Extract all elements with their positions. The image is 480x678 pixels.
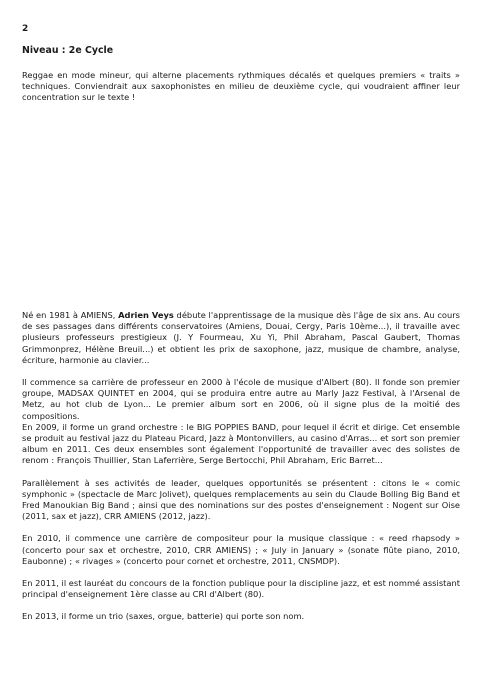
bio-paragraph-6: En 2011, il est lauréat du concours de la fonction publique pour la discipline jazz, et est nommé assistant principal d'enseignement 1ère classe au CRI d'Albert (80). bbox=[22, 578, 460, 600]
bio-paragraph-5: En 2010, il commence une carrière de compositeur pour la musique classique : « reed rhapsody » (concerto pour sax et orchestre, 2010, CRR AMIENS) ; « July in January » (sonate flûte piano, 2010, Eaubonne) ; « rivages » (concerto pour cornet et orchestre, 2011, CNSMDP). bbox=[22, 533, 460, 566]
page-number: 2 bbox=[22, 24, 29, 34]
bio-paragraph-4: Parallèlement à ses activités de leader, quelques opportunités se présentent : citons le « comic symphonic » (spectacle de Marc Jolivet), quelques remplacements au sein du Claude Bolling Big Band et Fred Manoukian Big Band ; ainsi que des nominations sur des postes d'enseignement : Nogent sur Oise (2011, sax et jazz), CRR AMIENS (2012, jazz). bbox=[22, 477, 460, 522]
level-heading: Niveau : 2e Cycle bbox=[22, 45, 114, 56]
composer-name: Adrien Veys bbox=[118, 310, 174, 320]
bio-paragraph-7: En 2013, il forme un trio (saxes, orgue, batterie) qui porte son nom. bbox=[22, 611, 305, 622]
bio-paragraph-3: En 2009, il forme un grand orchestre : le BIG POPPIES BAND, pour lequel il écrit et dirige. Cet ensemble se produit au festival jazz du Plateau Picard, Jazz à Montonvillers, au casino d'Arras... et sort son premier album en 2011. Ces deux ensembles sont également l'opportunité de travailler avec des solistes de renom : François Thuillier, Stan Laferrière, Serge Bertocchi, Phil Abraham, Eric Barret... bbox=[22, 421, 460, 466]
bio-intro: Né en 1981 à AMIENS, bbox=[22, 310, 119, 320]
bio-paragraph-2: Il commence sa carrière de professeur en 2000 à l'école de musique d'Albert (80). Il fonde son premier groupe, MADSAX QUINTET en 2004, qui se produira entre autre au Marly Jazz Festival, à l'Arsenal de Metz, au hot club de Lyon... Le premier album sort en 2006, où il signe plus de la moitié des compositions. bbox=[22, 377, 460, 421]
biography bbox=[22, 310, 460, 634]
bio-paragraph-1 bbox=[22, 310, 460, 366]
bio-intro-rest: débute l'apprentissage de la musique dès l'âge de six ans. Au cours de ses passages dans différents conservatoires (Amiens, Douai, Cergy, Paris 10ème...), il travaille avec plusieurs professeurs prestigieux (J. Y Fourmeau, Xu Yi, Phil Abraham, Pascal Gaubert, Thomas Grimmonprez, Hélène Breuil...) et obtient les prix de saxophone, jazz, musique de chambre, analyse, écriture, harmonie au clavier... bbox=[22, 310, 460, 365]
piece-description: Reggae en mode mineur, qui alterne placements rythmiques décalés et quelques premiers « traits » techniques. Conviendrait aux saxophonistes en milieu de deuxième cycle, qui voudraient affiner leur concentration sur le texte ! bbox=[22, 70, 460, 103]
